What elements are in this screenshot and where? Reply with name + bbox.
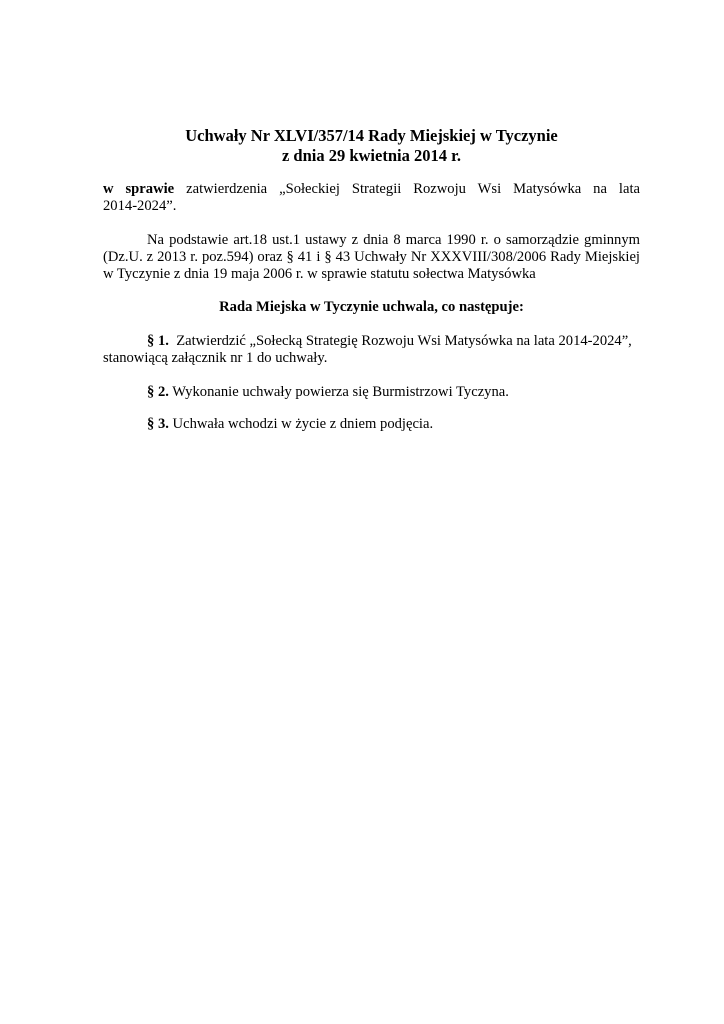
section-3-mark: § 3.	[147, 416, 169, 432]
subject-text: zatwierdzenia „Sołeckiej Strategii Rozwoju Wsi Matysówka na lata	[186, 181, 640, 197]
subject-line-2: 2014-2024”.	[103, 198, 177, 214]
section-3-text: Uchwała wchodzi w życie z dniem podjęcia.	[172, 416, 434, 432]
document-title-line-1: Uchwały Nr XLVI/357/14 Rady Miejskiej w Tyczynie	[185, 126, 558, 145]
basis-line-1: Na podstawie art.18 ust.1 ustawy z dnia 8 marca 1990 r. o samorządzie gminnym	[147, 232, 640, 248]
section-1-text: Zatwierdzić „Sołecką Strategię Rozwoju Wsi Matysówka na lata 2014-2024”,	[176, 333, 632, 349]
section-1-line-2: stanowiącą załącznik nr 1 do uchwały.	[103, 350, 328, 366]
section-2	[147, 384, 640, 402]
document-title-line-2: z dnia 29 kwietnia 2014 r.	[281, 146, 462, 165]
section-2-text: Wykonanie uchwały powierza się Burmistrzowi Tyczyna.	[172, 384, 509, 400]
subject-line-1	[103, 181, 640, 199]
section-1-line-1	[147, 333, 640, 351]
subject-lead: w sprawie	[103, 181, 175, 197]
section-2-mark: § 2.	[147, 384, 169, 400]
basis-line-3: w Tyczynie z dnia 19 maja 2006 r. w sprawie statutu sołectwa Matysówka	[103, 266, 536, 282]
section-3	[147, 416, 640, 434]
section-1-mark: § 1.	[147, 333, 169, 349]
basis-line-2: (Dz.U. z 2013 r. poz.594) oraz § 41 i § 43 Uchwały Nr XXXVIII/308/2006 Rady Miejskiej	[103, 249, 640, 265]
resolves-heading: Rada Miejska w Tyczynie uchwala, co następuje:	[219, 299, 524, 315]
